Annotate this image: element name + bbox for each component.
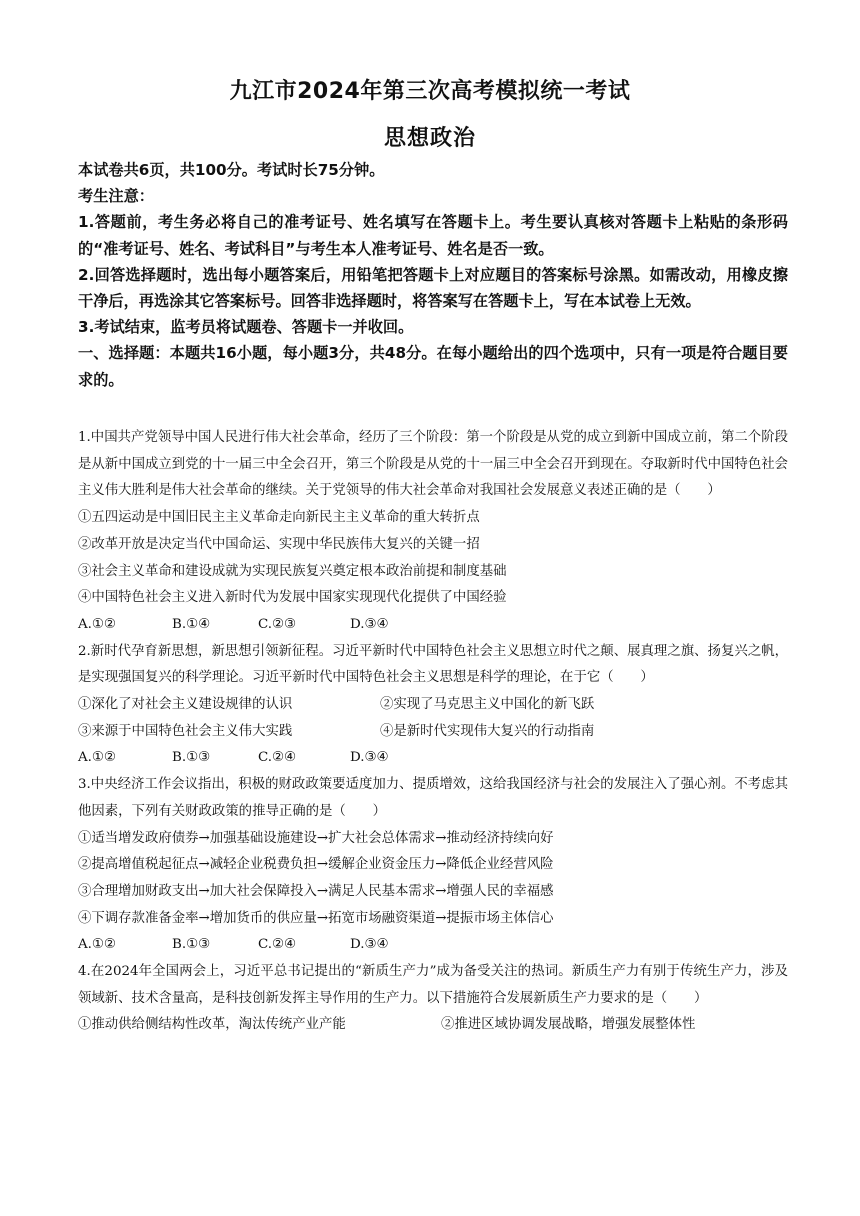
statement-item: ②实现了马克思主义中国化的新飞跃 [380,697,595,713]
statement-row [78,692,788,719]
question-4-stem: 4.在2024年全国两会上，习近平总书记提出的“新质生产力”成为备受关注的热词。新质生产力有别于传统生产力，涉及领域新、技术含量高，是科技创新发挥主导作用的生产力。以下措施符合发展新质生产力要求的是（ ） [78,964,788,1006]
choice-c: C.②③ [258,616,297,632]
choice-b: B.①④ [172,616,211,632]
notice-item: 1.答题前，考生务必将自己的准考证号、姓名填写在答题卡上。考生要认真核对答题卡上粘贴的条形码的“准考证号、姓名、考试科目”与考生本人准考证号、姓名是否一致。 [78,213,788,258]
choice-d: D.③④ [350,616,389,632]
statement-item: ②推进区域协调发展战略，增强发展整体性 [441,1017,696,1033]
statement-item: ②提高增值税起征点→减轻企业税费负担→缓解企业资金压力→降低企业经营风险 [78,857,554,873]
statement-row [78,719,788,746]
exam-instructions [78,157,788,393]
answer-choices [78,932,788,959]
questions [78,425,788,1039]
exam-info: 本试卷共6页，共100分。考试时长75分钟。 [78,161,385,179]
statement-item: ④下调存款准备金率→增加货币的供应量→拓宽市场融资渠道→提振市场主体信心 [78,910,554,926]
choice-c: C.②④ [258,937,297,953]
choice-c: C.②④ [258,750,297,766]
choice-a: A.①② [78,937,116,953]
subject-title: 思想政治 [383,126,476,151]
statement-item: ①五四运动是中国旧民主主义革命走向新民主主义革命的重大转折点 [78,510,480,526]
choice-b: B.①③ [172,937,211,953]
question-2-stem: 2.新时代孕育新思想，新思想引领新征程。习近平新时代中国特色社会主义思想立时代之颠、展真理之旗、扬复兴之帆，是实现强国复兴的科学理论。习近平新时代中国特色社会主义思想是科学的理论，在于它（ ） [78,643,788,686]
answer-choices [78,745,788,772]
statement-item: ④是新时代实现伟大复兴的行动指南 [380,723,595,739]
choice-a: A.①② [78,750,116,766]
statement-item: ②改革开放是决定当代中国命运、实现中华民族伟大复兴的关键一招 [78,536,480,552]
statement-item: ③社会主义革命和建设成就为实现民族复兴奠定根本政治前提和制度基础 [78,563,507,579]
question-1-stem: 1.中国共产党领导中国人民进行伟大社会革命，经历了三个阶段：第一个阶段是从党的成立到新中国成立前，第二个阶段是从新中国成立到党的十一届三中全会召开，第三个阶段是从党的十一届三中全会召开到现在。夺取新时代中国特色社会主义伟大胜利是伟大社会革命的继续。关于党领导的伟大社会革命对我国社会发展意义表述正确的是（ ） [78,430,788,499]
statement-item: ①深化了对社会主义建设规律的认识 [78,697,293,713]
choice-d: D.③④ [350,937,389,953]
choice-d: D.③④ [350,750,389,766]
notice-heading: 考生注意： [78,187,154,206]
notice-item: 3.考试结束，监考员将试题卷、答题卡一并收回。 [78,318,414,337]
statement-item: ①推动供给侧结构性改革，淘汰传统产业产能 [78,1017,346,1033]
statement-row [78,1012,788,1039]
choice-a: A.①② [78,616,116,632]
statement-item: ③来源于中国特色社会主义伟大实践 [78,723,293,739]
answer-choices [78,612,788,639]
section-heading: 一、选择题：本题共16小题，每小题3分，共48分。在每小题给出的四个选项中，只有一项是符合题目要求的。 [78,344,788,389]
notice-item: 2.回答选择题时，选出每小题答案后，用铅笔把答题卡上对应题目的答案标号涂黑。如需改动，用橡皮擦干净后，再选涂其它答案标号。回答非选择题时，将答案写在答题卡上，写在本试卷上无效。 [78,265,788,311]
question-3-stem: 3.中央经济工作会议指出，积极的财政政策要适度加力、提质增效，这给我国经济与社会的发展注入了强心剂。不考虑其他因素，下列有关财政政策的推导正确的是（ ） [78,777,788,819]
exam-title: 九江市2024年第三次高考模拟统一考试 [229,79,631,104]
statement-item: ①适当增发政府债券→加强基础设施建设→扩大社会总体需求→推动经济持续向好 [78,830,554,846]
choice-b: B.①③ [172,750,211,766]
statement-item: ③合理增加财政支出→加大社会保障投入→满足人民基本需求→增强人民的幸福感 [78,883,554,899]
statement-item: ④中国特色社会主义进入新时代为发展中国家实现现代化提供了中国经验 [78,590,507,606]
